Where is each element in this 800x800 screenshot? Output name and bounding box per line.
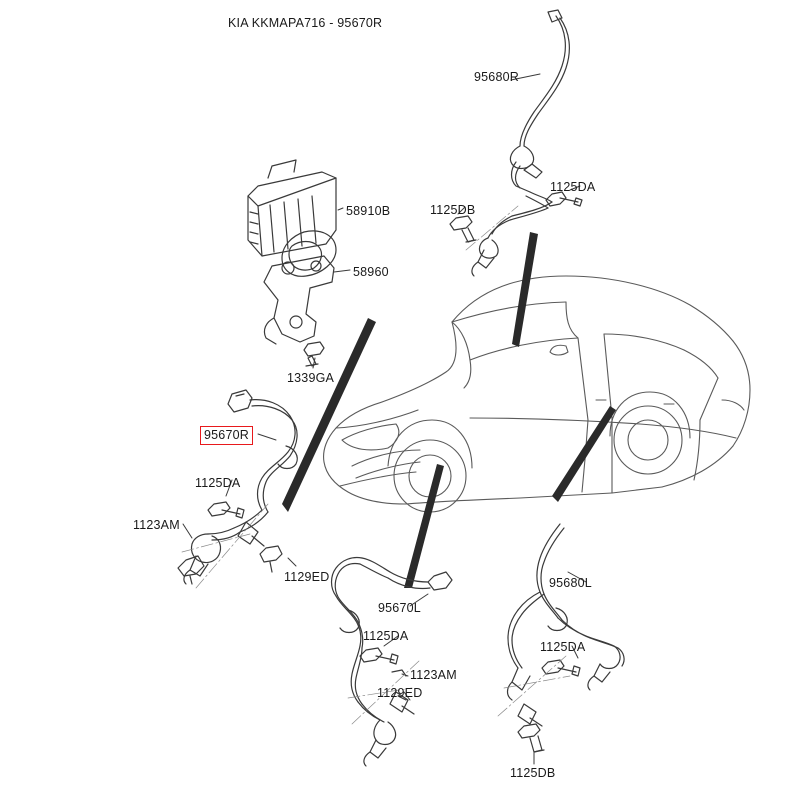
bolt-1125da-mid bbox=[360, 648, 398, 664]
bolt-1125db-bottom bbox=[518, 724, 544, 752]
part-label-95670r-highlighted[interactable]: 95670R bbox=[200, 426, 253, 445]
part-label-1125da-top: 1125DA bbox=[550, 180, 596, 194]
bolt-1125da-right bbox=[542, 660, 580, 676]
sensor-95670l bbox=[332, 557, 453, 766]
diagram-title: KIA KKMAPA716 - 95670R bbox=[228, 16, 383, 30]
part-label-1129ed-left: 1129ED bbox=[284, 570, 330, 584]
part-label-95680l: 95680L bbox=[549, 576, 592, 590]
part-label-1125da-left: 1125DA bbox=[195, 476, 241, 490]
clip-1129ed-left bbox=[260, 546, 282, 572]
part-label-1125da-right: 1125DA bbox=[540, 640, 586, 654]
part-label-1123am-left: 1123AM bbox=[133, 518, 180, 532]
part-label-58960: 58960 bbox=[353, 265, 389, 279]
car-body-outline bbox=[324, 276, 750, 512]
sensor-95680r bbox=[472, 10, 569, 276]
leader-wedges bbox=[282, 232, 616, 588]
sensor-95680l bbox=[508, 524, 625, 726]
part-label-1125da-mid: 1125DA bbox=[363, 629, 409, 643]
part-label-58910b: 58910B bbox=[346, 204, 391, 218]
abs-hydraulic-unit bbox=[248, 160, 336, 276]
part-label-95680r: 95680R bbox=[474, 70, 519, 84]
part-label-1125db-top: 1125DB bbox=[430, 203, 476, 217]
part-label-1339ga: 1339GA bbox=[287, 371, 335, 385]
bolt-1125da-left bbox=[208, 502, 244, 518]
part-label-1123am-mid: 1123AM bbox=[410, 668, 457, 682]
part-label-1129ed-mid: 1129ED bbox=[377, 686, 423, 700]
bolt-1125db-top bbox=[450, 216, 476, 242]
bolt-1125da-top bbox=[546, 192, 582, 206]
part-label-1125db-bottom: 1125DB bbox=[510, 766, 556, 780]
part-label-95670l: 95670L bbox=[378, 601, 421, 615]
